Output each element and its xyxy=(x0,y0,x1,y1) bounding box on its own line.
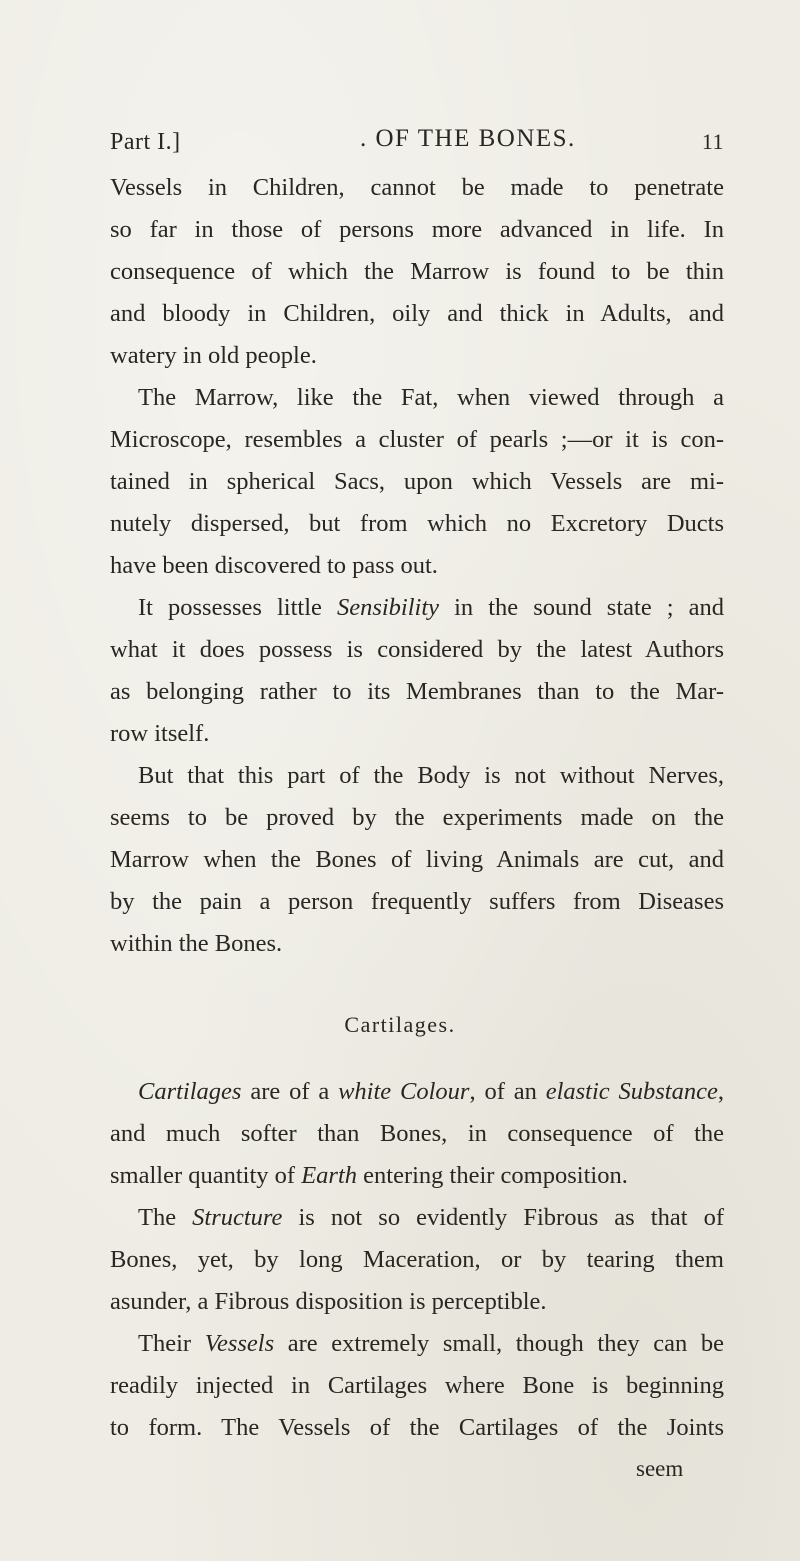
text-line: nutely dispersed, but from which no Excretory Ducts xyxy=(110,510,724,537)
text-line: But that this part of the Body is not without Nerves, xyxy=(138,762,724,789)
text-line: Vessels in Children, cannot be made to penetrate xyxy=(110,174,724,201)
section-heading: Cartilages. xyxy=(344,1012,456,1037)
text-line: to form. The Vessels of the Cartilages of the Joints xyxy=(110,1414,724,1441)
text-run: are of a xyxy=(241,1078,339,1105)
italic-run: Cartilages xyxy=(138,1078,242,1105)
text-line: tained in spherical Sacs, upon which Vessels are mi- xyxy=(110,468,724,495)
text-run: is not so evidently Fibrous as that of xyxy=(282,1204,724,1231)
text-line: Bones, yet, by long Maceration, or by tearing them xyxy=(110,1246,724,1273)
text-run: are extremely small, though they can be xyxy=(274,1330,724,1357)
text-line: Marrow when the Bones of living Animals are cut, and xyxy=(110,846,724,873)
text-line: and bloody in Children, oily and thick in Adults, and xyxy=(110,300,724,327)
text-run: , xyxy=(717,1078,724,1105)
text-line: seems to be proved by the experiments made on the xyxy=(110,804,724,831)
text-line: within the Bones. xyxy=(110,930,283,957)
page-number: 11 xyxy=(701,129,724,154)
running-title: . OF THE BONES. xyxy=(360,125,576,152)
text-line xyxy=(110,1160,724,1192)
text-line: have been discovered to pass out. xyxy=(110,552,438,579)
text-line xyxy=(138,1202,724,1234)
text-line xyxy=(138,592,724,624)
italic-run: Earth xyxy=(301,1162,358,1189)
text-run: entering their composition. xyxy=(357,1162,628,1189)
text-run: smaller quantity of xyxy=(110,1162,302,1189)
text-line: readily injected in Cartilages where Bone is beginning xyxy=(110,1372,724,1399)
text-line: watery in old people. xyxy=(110,342,317,369)
italic-run: Sensibility xyxy=(336,594,440,621)
italic-run: Structure xyxy=(192,1204,283,1231)
italic-run: elastic Substance xyxy=(545,1078,718,1105)
part-label: Part I.] xyxy=(110,129,181,155)
text-line: consequence of which the Marrow is found to be thin xyxy=(110,258,724,285)
text-line: as belonging rather to its Membranes than to the Mar- xyxy=(110,678,724,705)
catchword: seem xyxy=(636,1456,684,1481)
text-run: The xyxy=(138,1204,193,1231)
text-line: so far in those of persons more advanced in life. In xyxy=(110,216,724,243)
text-run: in the sound state ; and xyxy=(439,594,724,621)
running-header xyxy=(110,125,724,165)
text-line: Microscope, resembles a cluster of pearls ;—or it is con- xyxy=(110,426,724,453)
text-line: row itself. xyxy=(110,720,210,747)
text-line xyxy=(138,1328,724,1360)
text-line: what it does possess is considered by the latest Authors xyxy=(110,636,724,663)
text-run: , of an xyxy=(469,1078,546,1105)
text-line: asunder, a Fibrous disposition is perceptible. xyxy=(110,1288,547,1315)
text-run: Their xyxy=(138,1330,205,1357)
italic-run: Vessels xyxy=(204,1330,275,1357)
text-line xyxy=(138,1076,724,1108)
text-line: The Marrow, like the Fat, when viewed through a xyxy=(138,384,724,411)
text-run: It possesses little xyxy=(138,594,337,621)
text-line: and much softer than Bones, in consequence of the xyxy=(110,1120,724,1147)
text-line: by the pain a person frequently suffers from Diseases xyxy=(110,888,724,915)
italic-run: white Colour xyxy=(338,1078,470,1105)
